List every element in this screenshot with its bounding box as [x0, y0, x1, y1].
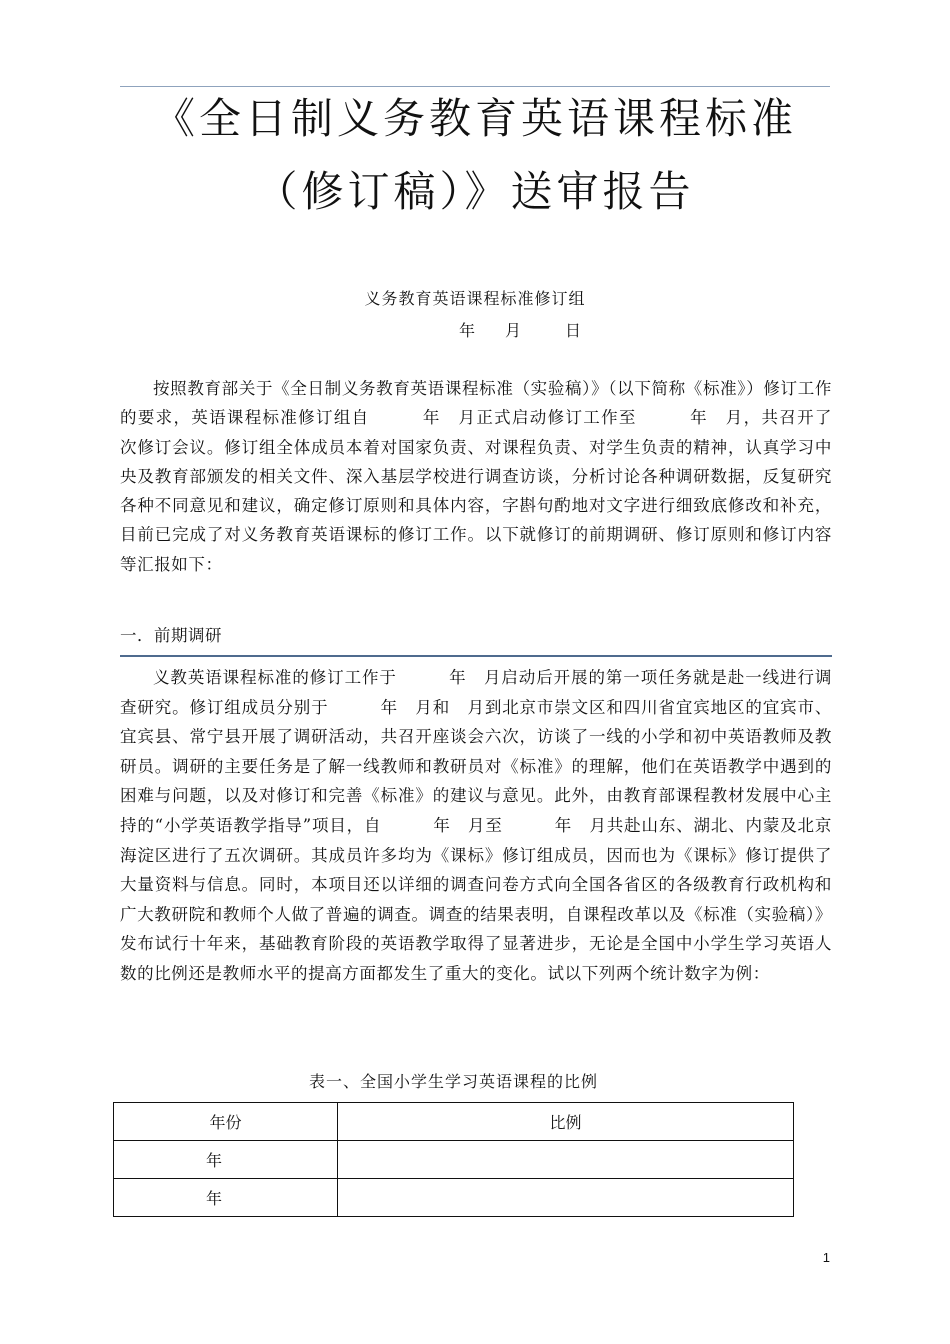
document-title-line-2: （修订稿）》送审报告 [255, 167, 695, 216]
date-line [459, 320, 581, 342]
table-row [114, 1141, 794, 1179]
header-rule [120, 86, 830, 87]
date-month: 月 [505, 321, 522, 340]
author-line: 义务教育英语课程标准修订组 [364, 289, 586, 308]
research-paragraph: 义教英语课程标准的修订工作于 年 月启动后开展的第一项任务就是赴一线进行调查研究。修订组成员分别于 年 月和 月到北京市崇文区和四川省宜宾地区的宜宾市、宜宾县、常宁县开展了调研活动，共召开座谈会六次，访谈了一线的小学和初中英语教师及教研员。调研的主要任务是了解一线教师和教研员对《标准》的理解，他们在英语教学中遇到的困难与问题，以及对修订和完善《标准》的建议与意见。此外，由教育部课程教材发展中心主持的“小学英语教学指导”项目，自 年 月至 年 月共赴山东、湖北、内蒙及北京海淀区进行了五次调研。其成员许多均为《课标》修订组成员，因而也为《课标》修订提供了大量资料与信息。同时，本项目还以详细的调查问卷方式向全国各省区的各级教育行政机构和广大教研院和教师个人做了普遍的调查。调查的结果表明，自课程改革以及《标准（实验稿）》发布试行十年来，基础教育阶段的英语教学取得了显著进步，无论是全国中小学生学习英语人数的比例还是教师水平的提高方面都发生了重大的变化。试以下列两个统计数字为例： [120, 668, 832, 983]
table-header-ratio: 比例 [338, 1103, 794, 1141]
document-title-line-1: 《全日制义务教育英语课程标准 [152, 94, 797, 143]
date-day: 日 [565, 321, 582, 340]
table-row [114, 1179, 794, 1217]
table-header-row [114, 1103, 794, 1141]
table-caption: 表一、全国小学生学习英语课程的比例 [308, 1072, 598, 1091]
table-cell-year: 年 [114, 1179, 338, 1217]
table-cell-ratio [338, 1141, 794, 1179]
page-number: 1 [822, 1250, 830, 1265]
section-heading-preliminary-research: 一．前期调研 [120, 626, 222, 645]
section-rule [120, 655, 832, 657]
english-ratio-table [113, 1102, 794, 1217]
intro-paragraph: 按照教育部关于《全日制义务教育英语课程标准（实验稿）》（以下简称《标准》）修订工作的要求，英语课程标准修订组自 年 月正式启动修订工作至 年 月，共召开了 次修订会议。修订组全体成员本着对国家负责、对课程负责、对学生负责的精神，认真学习中央及教育部颁发的相关文件、深入基层学校进行调查访谈，分析讨论各种调研数据，反复研究各种不同意见和建议，确定修订原则和具体内容，字斟句酌地对文字进行细致底修改和补充，目前已完成了对义务教育英语课标的修订工作。以下就修订的前期调研、修订原则和修订内容等汇报如下： [120, 379, 867, 574]
table-cell-year: 年 [114, 1141, 338, 1179]
table-cell-ratio [338, 1179, 794, 1217]
date-year: 年 [459, 321, 476, 340]
table-header-year: 年份 [114, 1103, 338, 1141]
